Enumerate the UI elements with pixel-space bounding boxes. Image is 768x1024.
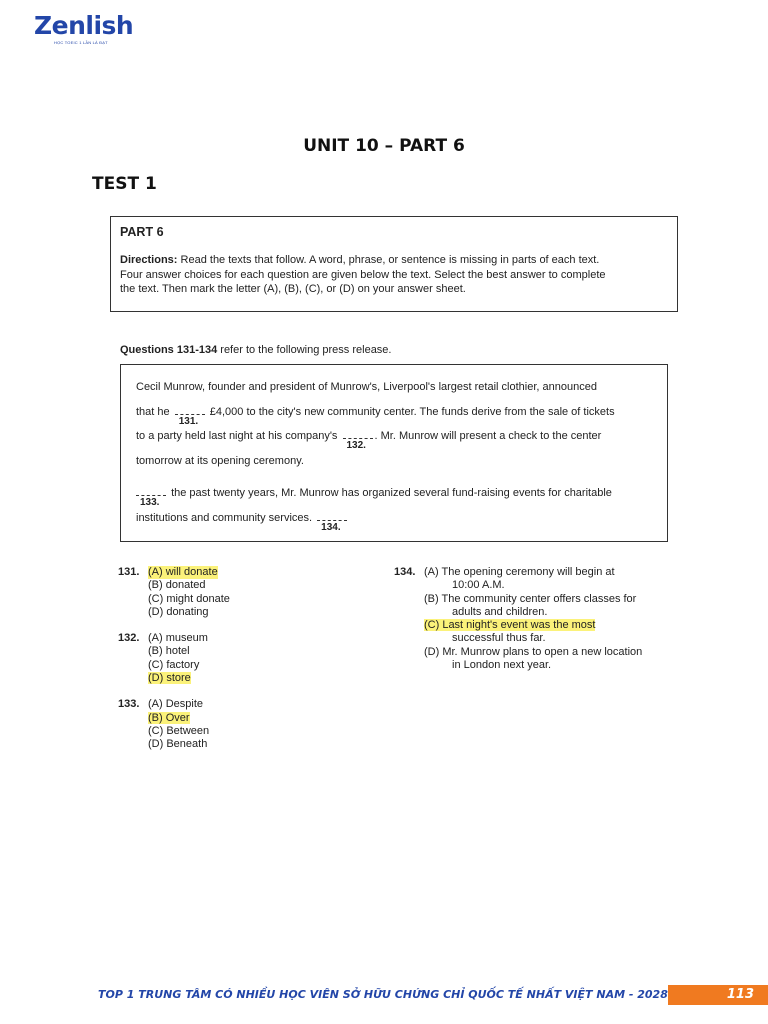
- choice-131-c[interactable]: (C) might donate: [148, 592, 230, 605]
- logo-wordmark: Zenlish: [34, 11, 134, 40]
- highlighted-answer: (B) Over: [148, 711, 190, 724]
- directions-text: [120, 253, 669, 268]
- blank-134: [317, 512, 347, 533]
- passage-line: Cecil Munrow, founder and president of Munrow's, Liverpool's largest retail clothier, announced: [136, 381, 597, 393]
- question-number: 133.: [118, 698, 140, 711]
- passage-line: [136, 512, 657, 537]
- passage-text: to a party held last night at his company's: [136, 430, 338, 442]
- passage-text: that he: [136, 405, 170, 418]
- blank-number: 133.: [140, 497, 160, 508]
- passage-line: tomorrow at its opening ceremony.: [136, 454, 304, 467]
- directions-line: the text. Then mark the letter (A), (B), (C), or (D) on your answer sheet.: [120, 283, 466, 295]
- passage-line: [136, 430, 657, 455]
- question-131: [118, 566, 230, 619]
- question-reference: [120, 344, 391, 356]
- passage-text: institutions and community services.: [136, 511, 313, 524]
- question-ref-text: refer to the following press release.: [220, 344, 392, 356]
- directions-line: Read the texts that follow. A word, phrase, or sentence is missing in parts of each text.: [180, 254, 600, 266]
- question-number: 134.: [394, 566, 416, 578]
- choice-133-c[interactable]: (C) Between: [148, 724, 210, 737]
- choice-132-a[interactable]: (A) museum: [148, 632, 208, 645]
- highlighted-answer: (C) Last night's event was the most: [424, 619, 596, 632]
- blank-133: [136, 487, 166, 508]
- choice-134-d-cont: in London next year.: [452, 659, 552, 672]
- highlighted-answer: (D) store: [148, 672, 191, 685]
- directions-line: Four answer choices for each question are given below the text. Select the best answer to complete: [120, 268, 606, 281]
- part-heading: PART 6: [120, 225, 164, 239]
- choice-132-b[interactable]: (B) hotel: [148, 645, 190, 658]
- passage-text: the past twenty years, Mr. Munrow has organized several fund-raising events for charitable: [171, 487, 612, 499]
- blank-132: [343, 430, 373, 451]
- blank-number: 132.: [346, 440, 366, 451]
- page-number-box: [668, 985, 768, 1005]
- directions-label: Directions:: [120, 254, 178, 266]
- passage-line: [136, 406, 657, 431]
- press-release-passage: [120, 364, 668, 542]
- zenlish-logo: [34, 12, 133, 45]
- choice-131-b[interactable]: (B) donated: [148, 579, 206, 592]
- directions-box: [110, 216, 678, 312]
- question-range: Questions 131-134: [120, 344, 218, 356]
- choice-132-d[interactable]: [118, 672, 230, 685]
- choice-133-d[interactable]: (D) Beneath: [148, 738, 208, 751]
- question-number: 132.: [118, 632, 140, 645]
- unit-title: UNIT 10 – PART 6: [303, 136, 465, 156]
- question-133: [118, 698, 230, 751]
- question-number: 131.: [118, 566, 140, 578]
- passage-text: . Mr. Munrow will present a check to the center: [374, 430, 602, 442]
- choice-134-b[interactable]: (B) The community center offers classes for: [424, 592, 637, 605]
- blank-number: 131.: [178, 415, 199, 427]
- answer-choices-left: [118, 566, 230, 765]
- choice-134-d[interactable]: (D) Mr. Munrow plans to open a new location: [424, 645, 643, 658]
- footer-slogan: TOP 1 TRUNG TÂM CÓ NHIỀU HỌC VIÊN SỞ HỮU CHỨNG CHỈ QUỐC TẾ NHẤT VIỆT NAM - 2028: [98, 988, 668, 1001]
- blank-number: 134.: [321, 521, 341, 533]
- question-132: [118, 632, 230, 685]
- logo-tagline: HỌC TOEIC 1 LẦN LÀ ĐẠT: [54, 40, 108, 45]
- answer-choices-right: [394, 566, 684, 672]
- test-title: TEST 1: [92, 174, 157, 194]
- choice-134-a-cont: 10:00 A.M.: [452, 579, 505, 592]
- page-number: 113: [726, 987, 754, 1002]
- passage-line: [136, 487, 657, 512]
- choice-131-d[interactable]: (D) donating: [148, 605, 209, 618]
- blank-131: [175, 406, 205, 427]
- choice-134-a[interactable]: (A) The opening ceremony will begin at: [424, 566, 615, 578]
- choice-131-a[interactable]: (A) will donate: [148, 566, 218, 578]
- choice-134-b-cont: adults and children.: [452, 605, 548, 618]
- choice-133-a[interactable]: (A) Despite: [148, 698, 204, 711]
- choice-133-b[interactable]: [118, 712, 230, 725]
- choice-134-c-cont: successful thus far.: [452, 632, 546, 645]
- choice-132-c[interactable]: (C) factory: [148, 658, 200, 671]
- choice-134-c[interactable]: [394, 619, 684, 632]
- passage-text: £4,000 to the city's new community center. The funds derive from the sale of tickets: [209, 405, 615, 418]
